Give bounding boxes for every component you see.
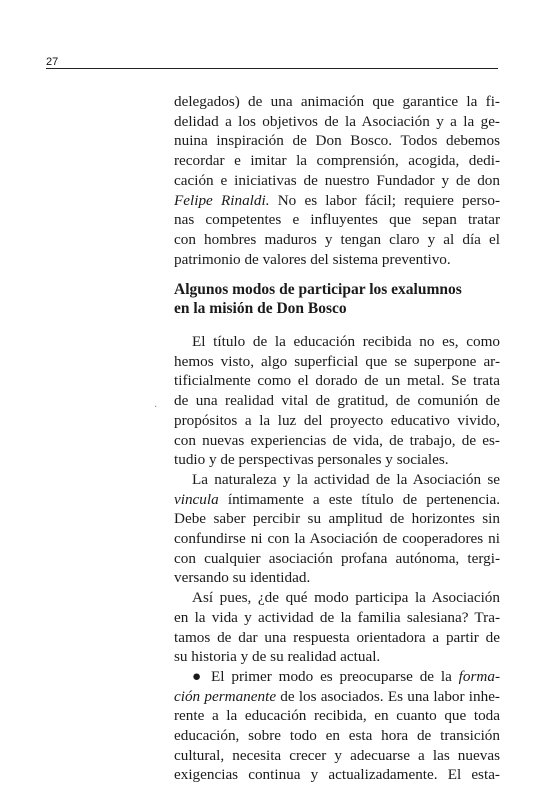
text-line: tamos de dar una respuesta orientadora a partir de [174,628,500,646]
text-line: Debe saber percibir su amplitud de horizontes sin [174,510,500,528]
text-line: delidad a los objetivos de la Asociación y a la ge- [174,112,500,130]
italic-word: vincula [174,490,219,508]
text-line: propósitos a la luz del proyecto educativo vivido, [174,411,500,429]
text-line: tificialmente como el dorado de un metal. Se trata [174,372,500,390]
italic-term: forma- [458,667,500,685]
text-line: El título de la educación recibida no es, como [192,333,500,350]
text-line: educación, sobre todo en esta hora de transición [174,727,500,745]
text-line: exigencias continua y actualizadamente. El esta- [174,766,500,784]
italic-name: Felipe Rinaldi. [174,191,270,209]
bullet-text: El primer modo es preocuparse de la [211,667,459,685]
section-heading [174,281,500,318]
continuation-paragraph [174,92,500,269]
text-line: rente a la educación recibida, en cuanto que toda [174,707,500,725]
text-line-italic-verb: vincula íntimamente a este título de pertenencia. [174,490,500,508]
text-line: en la vida y actividad de la familia salesiana? Tra- [174,608,500,626]
text-line: nuina inspiración de Don Bosco. Todos debemos [174,132,500,150]
text-line: recordar e imitar la comprensión, acogida, dedi- [174,152,500,170]
text-line: confundirse ni con la Asociación de cooperadores ni [174,530,500,548]
text-line: cación e iniciativas de nuestro Fundador y de don [174,171,500,189]
scan-speck: · [154,402,158,413]
text-line-italic-name: Felipe Rinaldi. No es labor fácil; requiere perso- [174,191,500,209]
text-line: versando su identidad. [174,569,311,587]
text-line: su historia y de su realidad actual. [174,648,381,666]
text-line: tudio y de perspectivas personales y sociales. [174,451,449,469]
text-line: Así pues, ¿de qué modo participa la Asociación [192,589,500,607]
text-line: cultural, necesita crecer y adecuarse a las nuevas [174,746,500,764]
text-line: delegados) de una animación que garantice la fi- [174,93,500,110]
text-line: hemos visto, algo superficial que se superpone ar- [174,352,500,370]
text-span: de los asociados. Es una labor inhe- [276,687,500,705]
text-line: con nuevas experiencias de vida, de trabajo, de es- [174,431,500,449]
header-rule [46,68,498,69]
text-line: patrimonio de valores del sistema preventivo. [174,250,451,268]
section-body [174,332,500,785]
heading-line-1: Algunos modos de participar los exalumnos [174,281,462,298]
italic-term: ción permanente [174,687,277,705]
bullet-line [174,667,500,687]
text-line: con hombres maduros y tengan claro y al día el [174,230,500,248]
text-line: de una realidad vital de gratitud, de comunión de [174,392,500,410]
text-line [174,687,500,707]
page-number: 27 [46,56,59,68]
text-line: La naturaleza y la actividad de la Asociación se [192,470,500,488]
bullet-icon: ● [192,667,205,685]
text-line: nas competentes e influyentes que sepan tratar [174,211,500,229]
text-line: con cualquier asociación profana autónoma, tergi- [174,549,500,567]
heading-line-2: en la misión de Don Bosco [174,299,347,317]
